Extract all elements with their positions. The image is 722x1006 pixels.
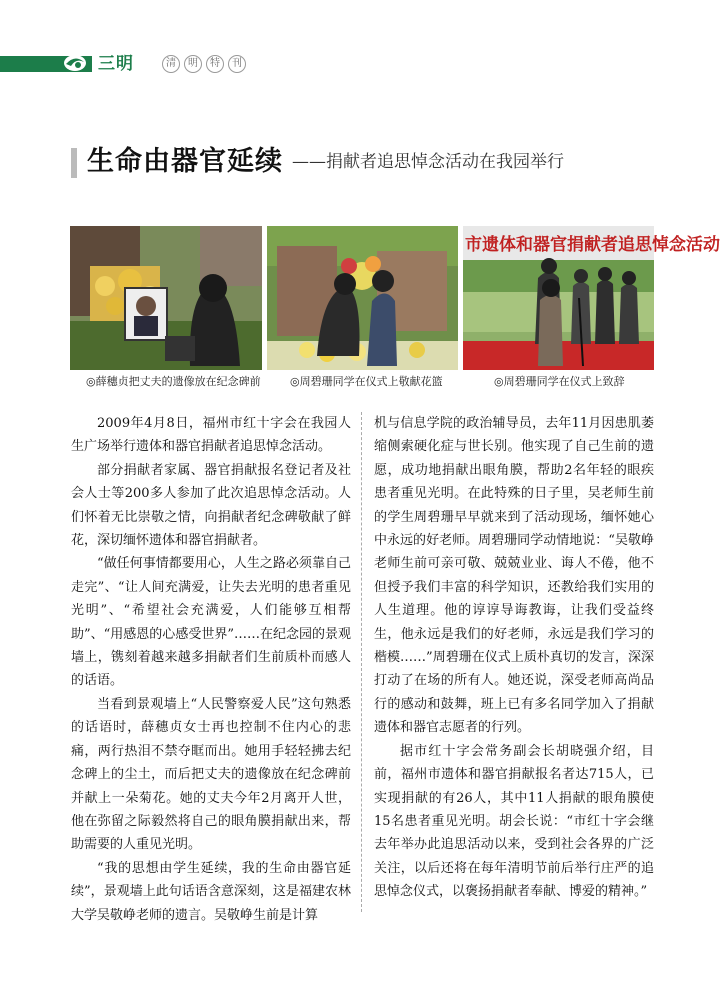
banner-text: 市遗体和器官捐献者追思悼念活动 [465,235,720,255]
photo-flower-basket [267,226,458,370]
column-divider [361,412,362,912]
brand-name: 三明 [98,54,134,74]
series-char: 特 [206,55,224,73]
paragraph: 2009年4月8日，福州市红十字会在我园人生广场举行遗体和器官捐献者追思悼念活动。 [71,416,351,455]
magazine-logo-icon [62,52,88,74]
article-title: 生命由器官延续 [87,146,283,177]
special-issue-label [162,55,246,73]
photo-memorial-portrait [70,226,262,370]
paragraph: 部分捐献者家属、器官捐献报名登记者及社会人士等200多人参加了此次追思悼念活动。人们怀着无比崇敬之情，向捐献者纪念碑敬献了鲜花，深切缅怀遗体和器官捐献者。 [71,462,351,549]
photo-caption: ◎薛穗贞把丈夫的遗像放在纪念碑前 [86,375,261,388]
paragraph: 据市红十字会常务副会长胡晓强介绍，目前，福州市遗体和器官捐献报名者达715人，已实现捐献的有26人，其中11人捐献的眼角膜使15名患者重见光明。胡会长说：“市红十字会继去年举办此追思活动以来，受到社会各界的广泛关注，以后还将在每年清明节前后举行庄严的追思悼念仪式，以褒扬捐献者奉献、博爱的精神。” [374,743,654,900]
article-column-right [374,412,654,904]
paragraph: “我的思想由学生延续，我的生命由器官延续”，景观墙上此句话语含意深刻，这是福建农林大学吴敬峥老师的遗言。吴敬峥生前是计算 [71,860,351,923]
article-subtitle: ——捐献者追思悼念活动在我园举行 [292,152,564,172]
photo-caption: ◎周碧珊同学在仪式上致辞 [494,375,625,388]
series-char: 明 [184,55,202,73]
title-marker [71,148,77,178]
paragraph: “做任何事情都要用心，人生之路必须靠自己走完”、“让人间充满爱，让失去光明的患者重见光明”、“希望社会充满爱，人们能够互相帮助”、“用感恩的心感受世界”……在纪念园的景观墙上，镌刻着越来越多捐献者们生前质朴而感人的话语。 [71,556,351,689]
photo-ceremony-speech [463,226,720,370]
photo-caption: ◎周碧珊同学在仪式上敬献花篮 [290,375,443,388]
article-column-left [71,412,351,927]
series-char: 清 [162,55,180,73]
paragraph: 当看到景观墙上“人民警察爱人民”这句熟悉的话语时，薛穗贞女士再也控制不住内心的悲痛，两行热泪不禁夺眶而出。她用手轻轻拂去纪念碑上的尘土，而后把丈夫的遗像放在纪念碑前并献上一朵菊花。她的丈夫今年2月离开人世，他在弥留之际毅然将自己的眼角膜捐献出来，帮助需要的人重见光明。 [71,696,351,853]
series-char: 刊 [228,55,246,73]
paragraph: 机与信息学院的政治辅导员，去年11月因患肌萎缩侧索硬化症与世长别。他实现了自己生前的遗愿，成功地捐献出眼角膜，帮助2名年轻的眼疾患者重见光明。在此特殊的日子里，吴老师生前的学生周碧珊早早就来到了活动现场，缅怀她心中永远的好老师。周碧珊同学动情地说：“吴敬峥老师生前可亲可敬、兢兢业业、诲人不倦，他不但授予我们丰富的科学知识，还教给我们实用的人生道理。他的谆谆导诲教诲，让我们受益终生，他永远是我们的好老师，永远是我们学习的楷模……”周碧珊在仪式上质朴真切的发言，深深打动了在场的所有人。她还说，深受老师高尚品行的感动和鼓舞，班上已有多名同学加入了捐献遗体和器官志愿者的行列。 [374,416,654,736]
